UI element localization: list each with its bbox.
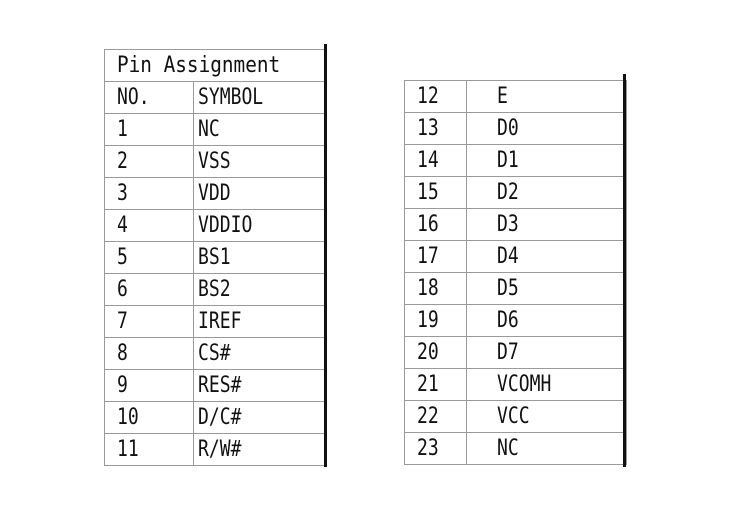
pin-number-cell	[105, 370, 194, 402]
table-row	[105, 178, 327, 210]
table-row	[105, 210, 327, 242]
table-row	[405, 145, 627, 177]
pin-number: 21	[417, 372, 439, 397]
table-row	[105, 146, 327, 178]
pin-table-left	[104, 49, 327, 466]
pin-number-cell	[105, 306, 194, 338]
pin-number-cell	[405, 209, 467, 241]
pin-number: 4	[117, 213, 128, 238]
pin-symbol-cell	[467, 177, 627, 209]
pin-symbol: VCOMH	[497, 372, 552, 397]
pin-symbol-cell	[194, 114, 327, 146]
table-row	[105, 370, 327, 402]
pin-symbol: E	[497, 84, 508, 109]
pin-symbol: D3	[497, 212, 519, 237]
pin-number: 2	[117, 149, 128, 174]
pin-number: 5	[117, 245, 128, 270]
pin-symbol-cell	[467, 433, 627, 465]
pin-symbol-cell	[194, 370, 327, 402]
pin-number-cell	[405, 401, 467, 433]
table-title-row	[105, 50, 327, 82]
pin-symbol: D5	[497, 276, 519, 301]
pin-number: 18	[417, 276, 439, 301]
pin-number: 17	[417, 244, 439, 269]
table-row	[105, 242, 327, 274]
pin-symbol-cell	[467, 369, 627, 401]
pin-number: 14	[417, 148, 439, 173]
pin-number: 3	[117, 181, 128, 206]
pin-number-cell	[105, 242, 194, 274]
table-row	[405, 401, 627, 433]
pin-symbol-cell	[467, 209, 627, 241]
pin-number-cell	[105, 402, 194, 434]
table-header-row	[105, 82, 327, 114]
pin-symbol: NC	[497, 436, 519, 461]
table-row	[405, 113, 627, 145]
pin-symbol-cell	[467, 241, 627, 273]
pin-table-right	[404, 80, 627, 465]
pin-number: 10	[117, 405, 139, 430]
header-symbol-cell	[194, 82, 327, 114]
table-row	[105, 434, 327, 466]
table-title: Pin Assignment	[117, 53, 281, 78]
pin-symbol-cell	[467, 113, 627, 145]
pin-symbol-cell	[467, 81, 627, 113]
header-no: NO.	[117, 85, 150, 110]
pin-symbol-cell	[194, 146, 327, 178]
header-no-cell	[105, 82, 194, 114]
header-symbol: SYMBOL	[198, 85, 264, 110]
pin-number: 15	[417, 180, 439, 205]
pin-symbol: D7	[497, 340, 519, 365]
pin-symbol: IREF	[198, 309, 242, 334]
table-row	[405, 369, 627, 401]
pin-symbol: D/C#	[198, 405, 242, 430]
pin-symbol: NC	[198, 117, 220, 142]
pin-number-cell	[405, 145, 467, 177]
table-row	[405, 177, 627, 209]
pin-symbol: R/W#	[198, 437, 242, 462]
pin-number: 11	[117, 437, 139, 462]
pin-symbol: D1	[497, 148, 519, 173]
pin-symbol: RES#	[198, 373, 242, 398]
table-row	[105, 114, 327, 146]
pin-symbol-cell	[194, 402, 327, 434]
pin-symbol: VDD	[198, 181, 231, 206]
pin-number-cell	[105, 274, 194, 306]
pin-symbol-cell	[194, 210, 327, 242]
pin-number-cell	[105, 338, 194, 370]
pin-number-cell	[405, 305, 467, 337]
pin-number-cell	[405, 241, 467, 273]
pin-number-cell	[405, 113, 467, 145]
pin-number-cell	[105, 178, 194, 210]
table-row	[405, 81, 627, 113]
pin-symbol: D4	[497, 244, 519, 269]
pin-number: 8	[117, 341, 128, 366]
table-row	[105, 306, 327, 338]
right-table-right-edge	[623, 74, 626, 467]
pin-number-cell	[105, 114, 194, 146]
table-row	[405, 337, 627, 369]
table-row	[105, 402, 327, 434]
pin-number: 16	[417, 212, 439, 237]
pin-number: 20	[417, 340, 439, 365]
table-row	[105, 274, 327, 306]
pin-symbol-cell	[194, 434, 327, 466]
pin-symbol: D2	[497, 180, 519, 205]
pin-symbol-cell	[467, 273, 627, 305]
pin-symbol-cell	[194, 338, 327, 370]
pin-number-cell	[405, 273, 467, 305]
pin-symbol: VCC	[497, 404, 530, 429]
pin-symbol: CS#	[198, 341, 231, 366]
pin-symbol-cell	[194, 274, 327, 306]
table-row	[405, 305, 627, 337]
pin-symbol-cell	[467, 337, 627, 369]
pin-number: 23	[417, 436, 439, 461]
pin-symbol-cell	[194, 242, 327, 274]
pin-number-cell	[405, 433, 467, 465]
table-title-cell	[105, 50, 327, 82]
pin-symbol: D6	[497, 308, 519, 333]
pin-number-cell	[105, 434, 194, 466]
pin-symbol-cell	[467, 145, 627, 177]
pin-number-cell	[405, 337, 467, 369]
pin-number: 1	[117, 117, 128, 142]
pin-symbol: BS2	[198, 277, 231, 302]
pin-number: 22	[417, 404, 439, 429]
pin-number-cell	[105, 146, 194, 178]
pin-number-cell	[405, 177, 467, 209]
pin-symbol: D0	[497, 116, 519, 141]
pin-number-cell	[405, 369, 467, 401]
left-table-right-edge	[324, 44, 327, 467]
pin-symbol-cell	[194, 306, 327, 338]
pin-symbol: BS1	[198, 245, 231, 270]
pin-symbol-cell	[467, 401, 627, 433]
table-row	[405, 273, 627, 305]
pin-number: 12	[417, 84, 439, 109]
pin-number-cell	[405, 81, 467, 113]
pin-symbol-cell	[467, 305, 627, 337]
pin-number: 13	[417, 116, 439, 141]
pin-number: 6	[117, 277, 128, 302]
table-row	[105, 338, 327, 370]
pin-number: 7	[117, 309, 128, 334]
table-row	[405, 241, 627, 273]
pin-number-cell	[105, 210, 194, 242]
table-row	[405, 433, 627, 465]
pin-number: 9	[117, 373, 128, 398]
pin-symbol: VDDIO	[198, 213, 253, 238]
pin-number: 19	[417, 308, 439, 333]
table-row	[405, 209, 627, 241]
pin-symbol-cell	[194, 178, 327, 210]
pin-symbol: VSS	[198, 149, 231, 174]
